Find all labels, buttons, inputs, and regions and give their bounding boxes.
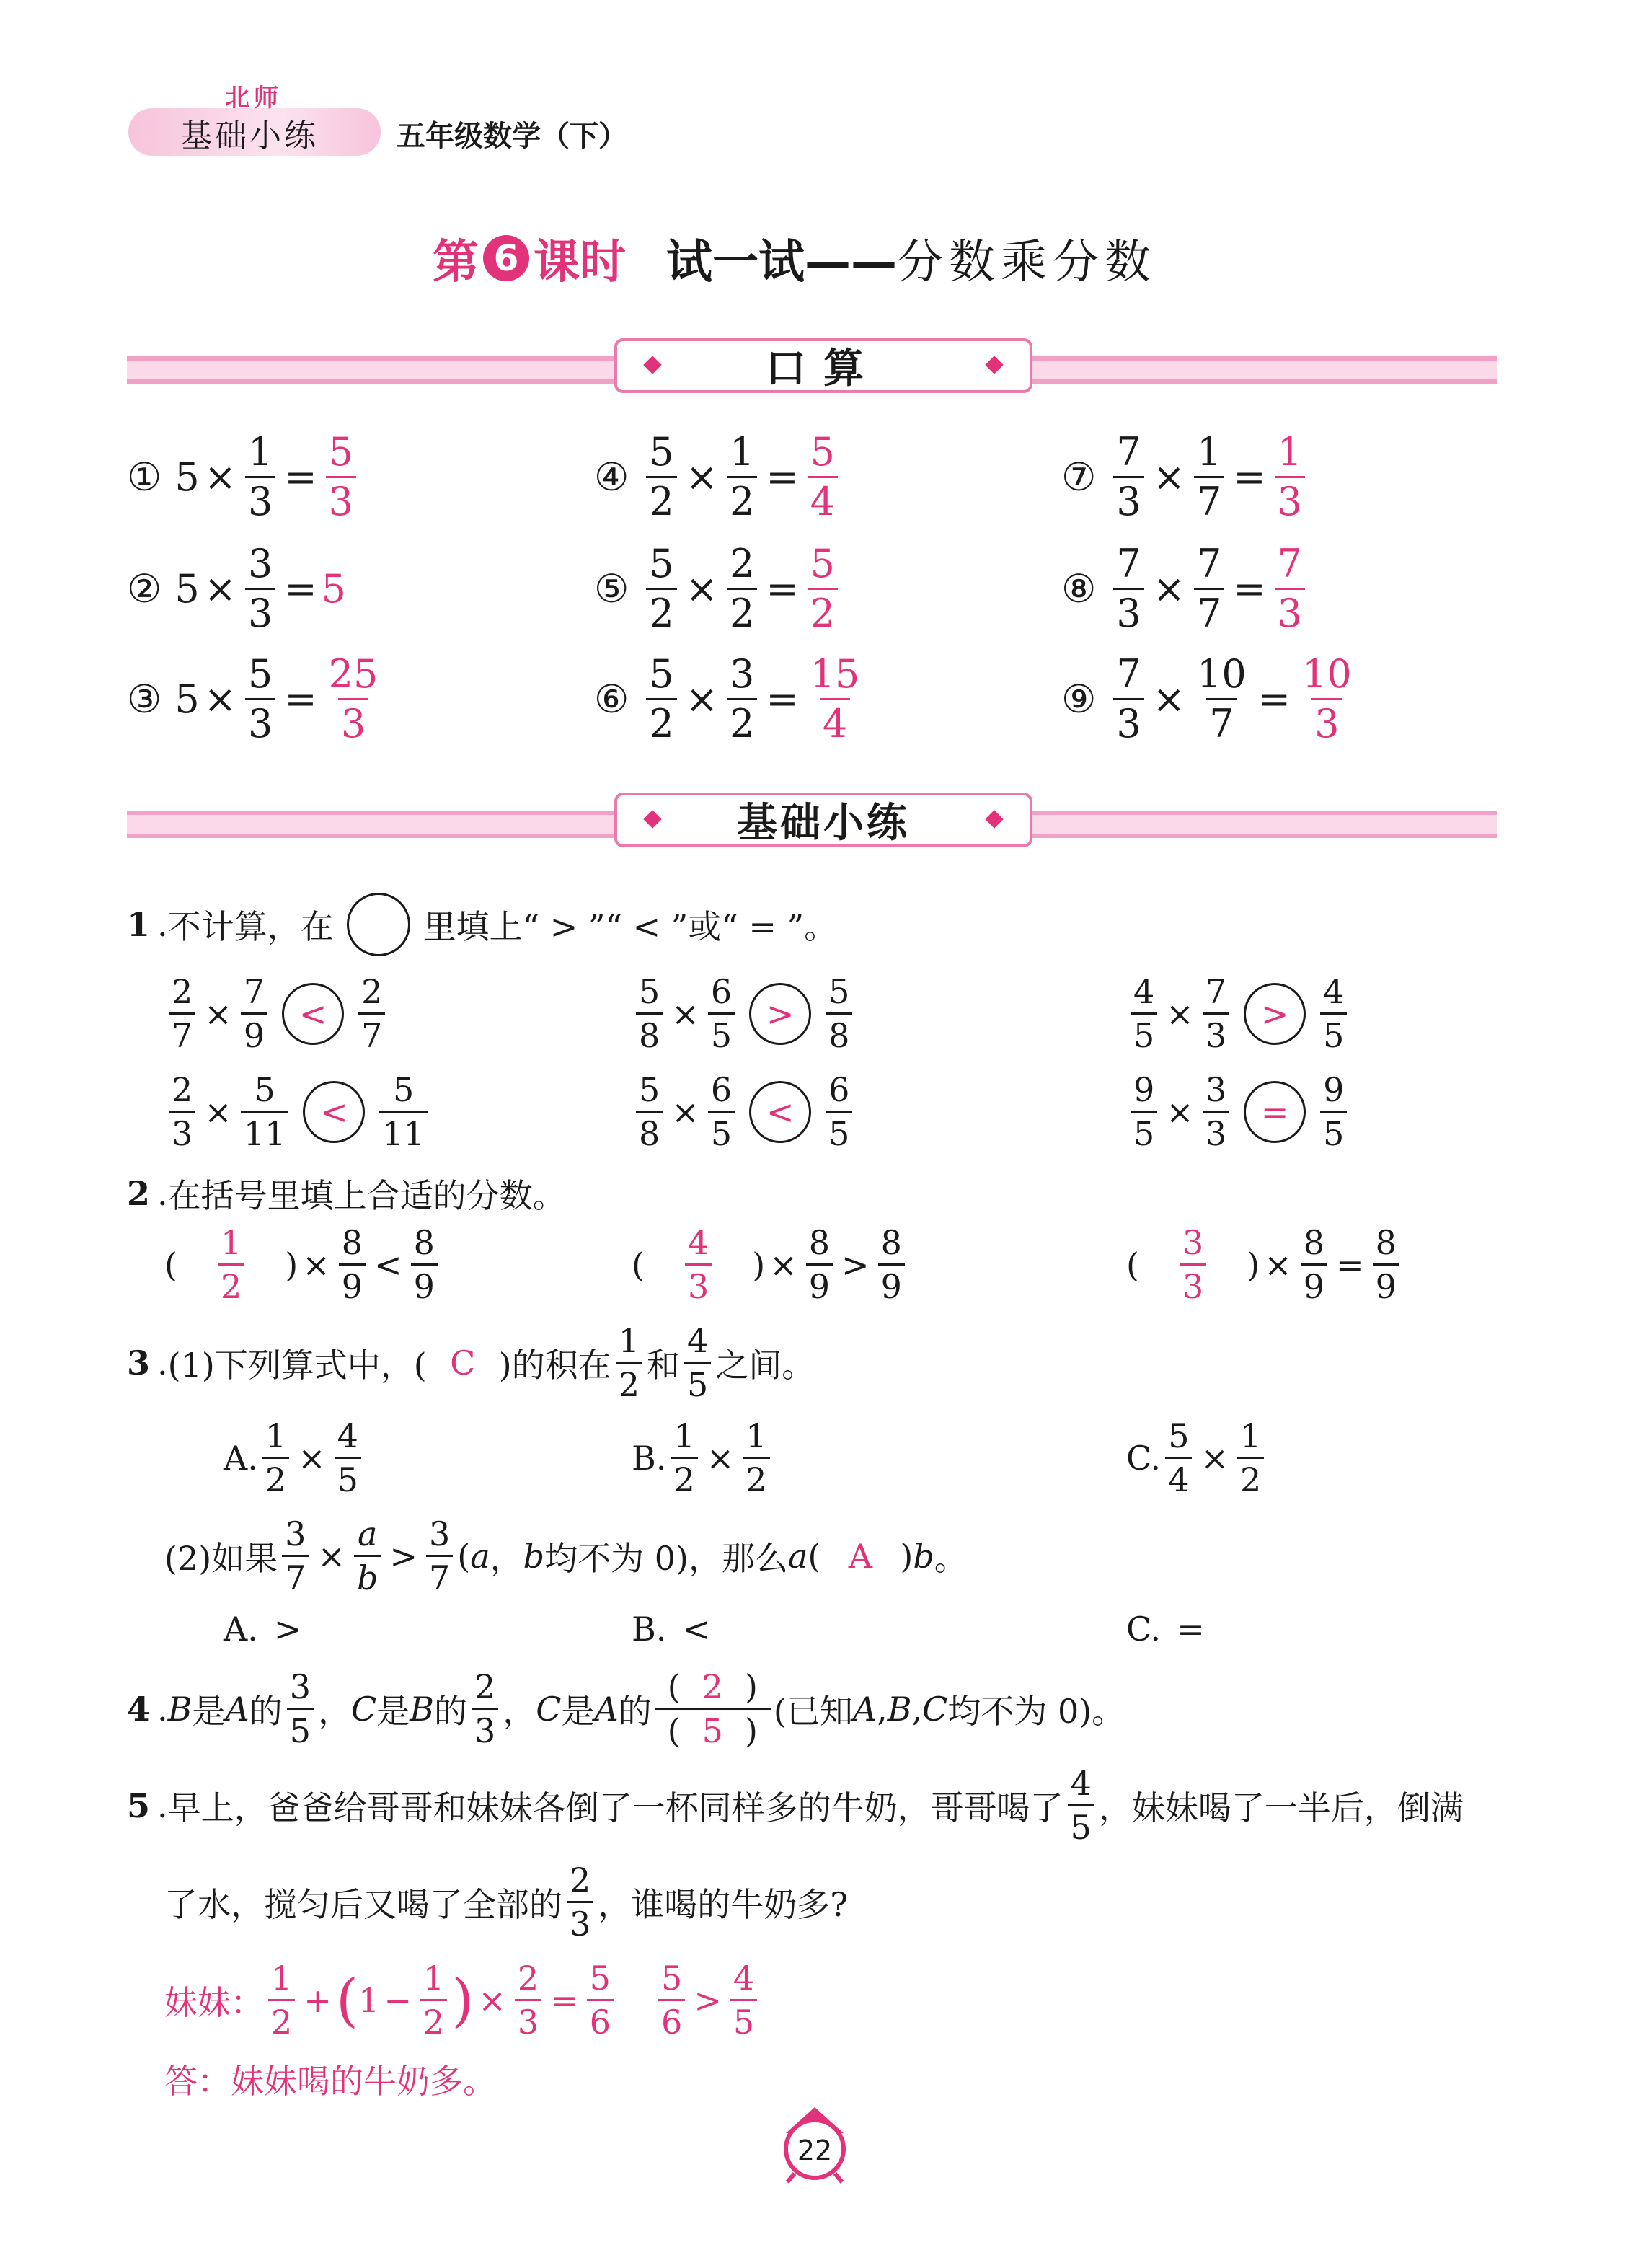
oral-item-2: ② 5 × $\frac{3}{3}$ = 5 [127,541,346,636]
oral-item-8: ⑧ $\frac{7}{3}$ × $\frac{7}{7}$ = $\frac{7}{3}$ [1061,544,1309,633]
section-title-basic: 基础小练 [614,793,1032,847]
q1-item-2: $\frac{5}{8}$ × $\frac{6}{5}$ > $\frac{5}{8}$ [632,975,857,1052]
diamond-icon [985,810,1003,828]
lesson-number: 6 [483,235,529,281]
diamond-icon [643,356,661,374]
oral-item-9: ⑨ $\frac{7}{3}$ × $\frac{10}{7}$ = $\frac{10}{3}$ [1061,651,1352,746]
q4-text: 4 . B 是 A 的 $\frac{3}{5}$ ， C 是 B 的 $\frac{2}{3}$ ， C 是 A 的 $\frac{( 2 )}{( 5 )}$ (已知 A , B , C 均不为 0)。 [127,1667,1125,1750]
q1-prompt: 1 . 不计算，在 里填上“ > ”“ < ”或“ = ”。 [127,893,837,956]
section-title-oral: 口算 [614,338,1032,393]
q1-item-1: $\frac{2}{7}$ × $\frac{7}{9}$ < $\frac{2}{7}$ [164,975,389,1052]
diamond-icon [985,356,1003,374]
q3-option-a: A. $\frac{1}{2}$ × $\frac{4}{5}$ [224,1419,366,1496]
q5-line1: 5 . 早上，爸爸给哥哥和妹妹各倒了一杯同样多的牛奶，哥哥喝了 $\frac{4}{5}$ ，妹妹喝了一半后，倒满 [127,1764,1464,1847]
q2-item-2: ( $\frac{4}{3}$ ) × $\frac{8}{9}$ > $\frac{8}{9}$ [632,1226,909,1303]
grade-label: 五年级数学（下） [397,120,627,153]
q2-prompt: 2 . 在括号里填上合适的分数。 [127,1174,566,1215]
q1-item-5: $\frac{5}{8}$ × $\frac{6}{5}$ < $\frac{6}{5}$ [632,1073,857,1150]
brand-top: 北师 [225,84,283,112]
q2-item-1: ( $\frac{1}{2}$ ) × $\frac{8}{9}$ < $\frac{8}{9}$ [164,1226,442,1303]
lesson-suffix: 课时 [534,236,626,289]
q1-item-6: $\frac{9}{5}$ × $\frac{3}{3}$ = $\frac{9}{5}$ [1126,1073,1351,1150]
oral-item-6: ⑥ $\frac{5}{2}$ × $\frac{3}{2}$ = $\frac{15}{4}$ [594,651,860,746]
q3-option-c: C. $\frac{5}{4}$ × $\frac{1}{2}$ [1126,1419,1268,1496]
oral-item-5: ⑤ $\frac{5}{2}$ × $\frac{2}{2}$ = $\frac{5}{2}$ [594,544,842,633]
q1-item-4: $\frac{2}{3}$ × $\frac{5}{11}$ < $\frac{5}{11}$ [164,1073,432,1150]
oral-item-3: ③ 5 × $\frac{5}{3}$ = $\frac{25}{3}$ [127,651,379,746]
oral-item-7: ⑦ $\frac{7}{3}$ × $\frac{1}{7}$ = $\frac{1}{3}$ [1061,433,1309,521]
lesson-prefix: 第 [433,236,479,289]
q3-option2-a: A. > [224,1610,302,1649]
brand-main: 基础小练 [180,118,319,154]
page-number-badge [774,2104,855,2185]
q3-option2-c: C. = [1126,1610,1205,1649]
q5-line2: 了水，搅匀后又喝了全部的 $\frac{2}{3}$ ，谁喝的牛奶多? [164,1861,848,1943]
lesson-name: 试一试——分数乘分数 [666,236,1156,289]
q5-answer: 答：妹妹喝的牛奶多。 [164,2062,496,2101]
q3-part1: 3 . (1)下列算式中，( C )的积在 $\frac{1}{2}$ 和 $\frac{4}{5}$ 之间。 [127,1321,815,1404]
q1-item-3: $\frac{4}{5}$ × $\frac{7}{3}$ > $\frac{4}{5}$ [1126,975,1351,1052]
lesson-title [433,225,1156,291]
q2-item-3: ( $\frac{3}{3}$ ) × $\frac{8}{9}$ = $\frac{8}{9}$ [1126,1226,1404,1303]
q5-solution: 妹妹： $\frac{1}{2}$ + ( 1 − $\frac{1}{2}$ ) × $\frac{2}{3}$ = $\frac{5}{6}$ $\frac{5}{6}$ > $\frac{4}{5}$ [164,1962,761,2039]
page-number: 22 [797,2135,833,2166]
q3-option2-b: B. < [632,1610,710,1649]
q3-part2: (2)如果 $\frac{3}{7}$ × $\frac{a}{b}$ > $\frac{3}{7}$ ( a ， b 均不为 0)，那么 a ( A ) b 。 [164,1514,968,1597]
q3-option-b: B. $\frac{1}{2}$ × $\frac{1}{2}$ [632,1419,774,1496]
diamond-icon [643,810,661,828]
circle-blank [347,893,410,956]
oral-item-4: ④ $\frac{5}{2}$ × $\frac{1}{2}$ = $\frac{5}{4}$ [594,433,842,521]
oral-item-1: ① 5 × $\frac{1}{3}$ = $\frac{5}{3}$ [127,433,360,521]
